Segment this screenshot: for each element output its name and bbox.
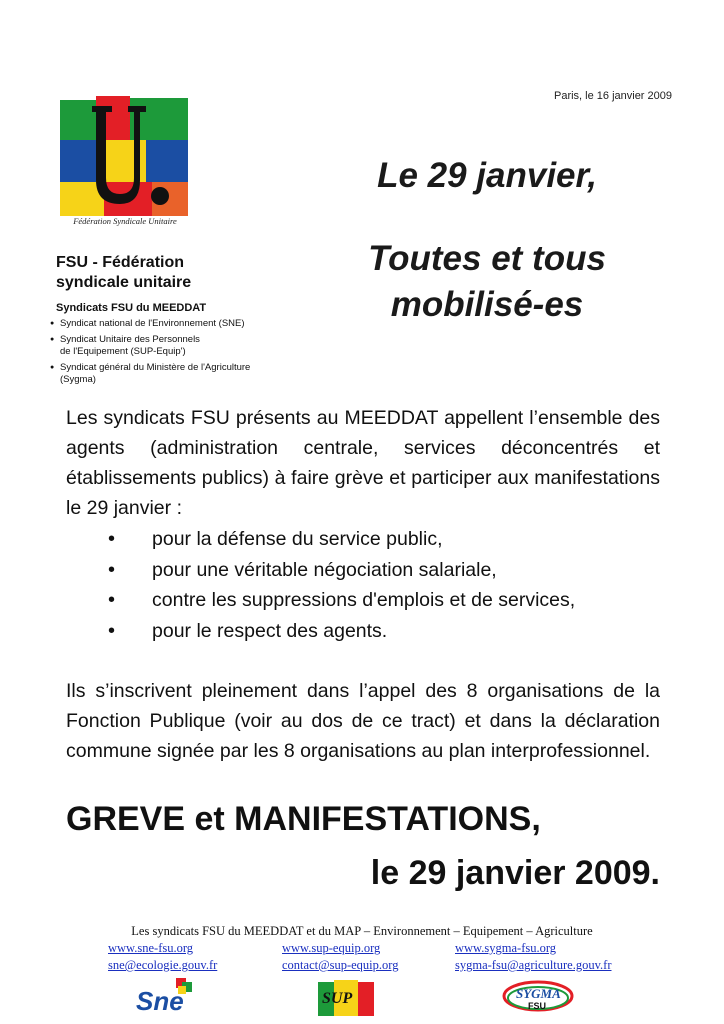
- organisation-item-sne: [50, 318, 290, 330]
- link-sne-email[interactable]: sne@ecologie.gouv.fr: [108, 958, 218, 972]
- organisation-subtitle: Syndicats FSU du MEEDDAT: [56, 302, 207, 314]
- organisation-title-line2: syndicale unitaire: [56, 274, 192, 291]
- organisation-title: [56, 253, 191, 293]
- link-sygma-site[interactable]: www.sygma-fsu.org: [455, 941, 557, 955]
- footer-statement: Les syndicats FSU du MEEDDAT et du MAP – Environnement – Equipement – Agriculture: [131, 924, 593, 938]
- organisation-item-label: (Sygma): [60, 374, 96, 385]
- link-sne-site[interactable]: www.sne-fsu.org: [108, 941, 194, 955]
- body-paragraph-support: Ils s’inscrivent pleinement dans l’appel des 8 organisations de la Fonction Publique (voir au dos de ce tract) et dans la déclaration commune signée par les 8 organisations au plan interprofessionnel.: [66, 680, 660, 762]
- body-paragraph-call: Les syndicats FSU présents au MEEDDAT appellent l’ensemble des agents (administration centrale, services déconcentrés et établissements publics) à faire grève et participer aux manifestations le 29 janvier :: [66, 407, 660, 519]
- organisation-item-sygma: [50, 362, 290, 386]
- demand-item: • pour une véritable négociation salariale,: [108, 555, 575, 586]
- sygma-logo: [500, 976, 576, 1020]
- headline-date: Le 29 janvier,: [377, 156, 597, 195]
- link-sygma-email[interactable]: sygma-fsu@agriculture.gouv.fr: [455, 958, 612, 972]
- organisation-list: [50, 318, 290, 390]
- demands-list: [108, 524, 575, 646]
- demand-item: • pour la défense du service public,: [108, 524, 575, 555]
- fsu-logo-graphic: [60, 96, 190, 228]
- strike-date-callout: le 29 janvier 2009.: [370, 854, 660, 892]
- sne-logo: [136, 978, 194, 1018]
- demand-item: • pour le respect des agents.: [108, 616, 575, 647]
- organisation-item-label: Syndicat Unitaire des Personnels: [60, 334, 200, 345]
- link-sup-site[interactable]: www.sup-equip.org: [282, 941, 381, 955]
- document-date: Paris, le 16 janvier 2009: [553, 90, 672, 102]
- sygma-logo-subtext: FSU: [528, 1001, 546, 1011]
- headline-mobilisation: [322, 236, 652, 328]
- fsu-logo: [60, 96, 190, 228]
- sne-logo-text: Sne: [136, 986, 184, 1016]
- headline-line3: mobilisé-es: [390, 285, 584, 324]
- organisation-title-line1: FSU - Fédération: [56, 254, 185, 271]
- demand-item: • contre les suppressions d'emplois et de services,: [108, 585, 575, 616]
- strike-callout: GREVE et MANIFESTATIONS,: [66, 800, 541, 838]
- sup-equip-logo: [318, 978, 376, 1020]
- sup-logo-text: SUP: [322, 990, 353, 1007]
- organisation-item-label: Syndicat général du Ministère de l'Agriculture: [60, 362, 251, 373]
- fsu-logo-caption: Fédération Syndicale Unitaire: [73, 216, 177, 226]
- organisation-item-label: Syndicat national de l'Environnement (SNE): [60, 318, 245, 329]
- organisation-item-sup: [50, 334, 290, 358]
- organisation-item-label: de l'Equipement (SUP-Equip'): [60, 346, 186, 357]
- headline-line2: Toutes et tous: [368, 239, 606, 278]
- link-sup-email[interactable]: contact@sup-equip.org: [282, 958, 399, 972]
- sygma-logo-text: SYGMA: [516, 986, 561, 1001]
